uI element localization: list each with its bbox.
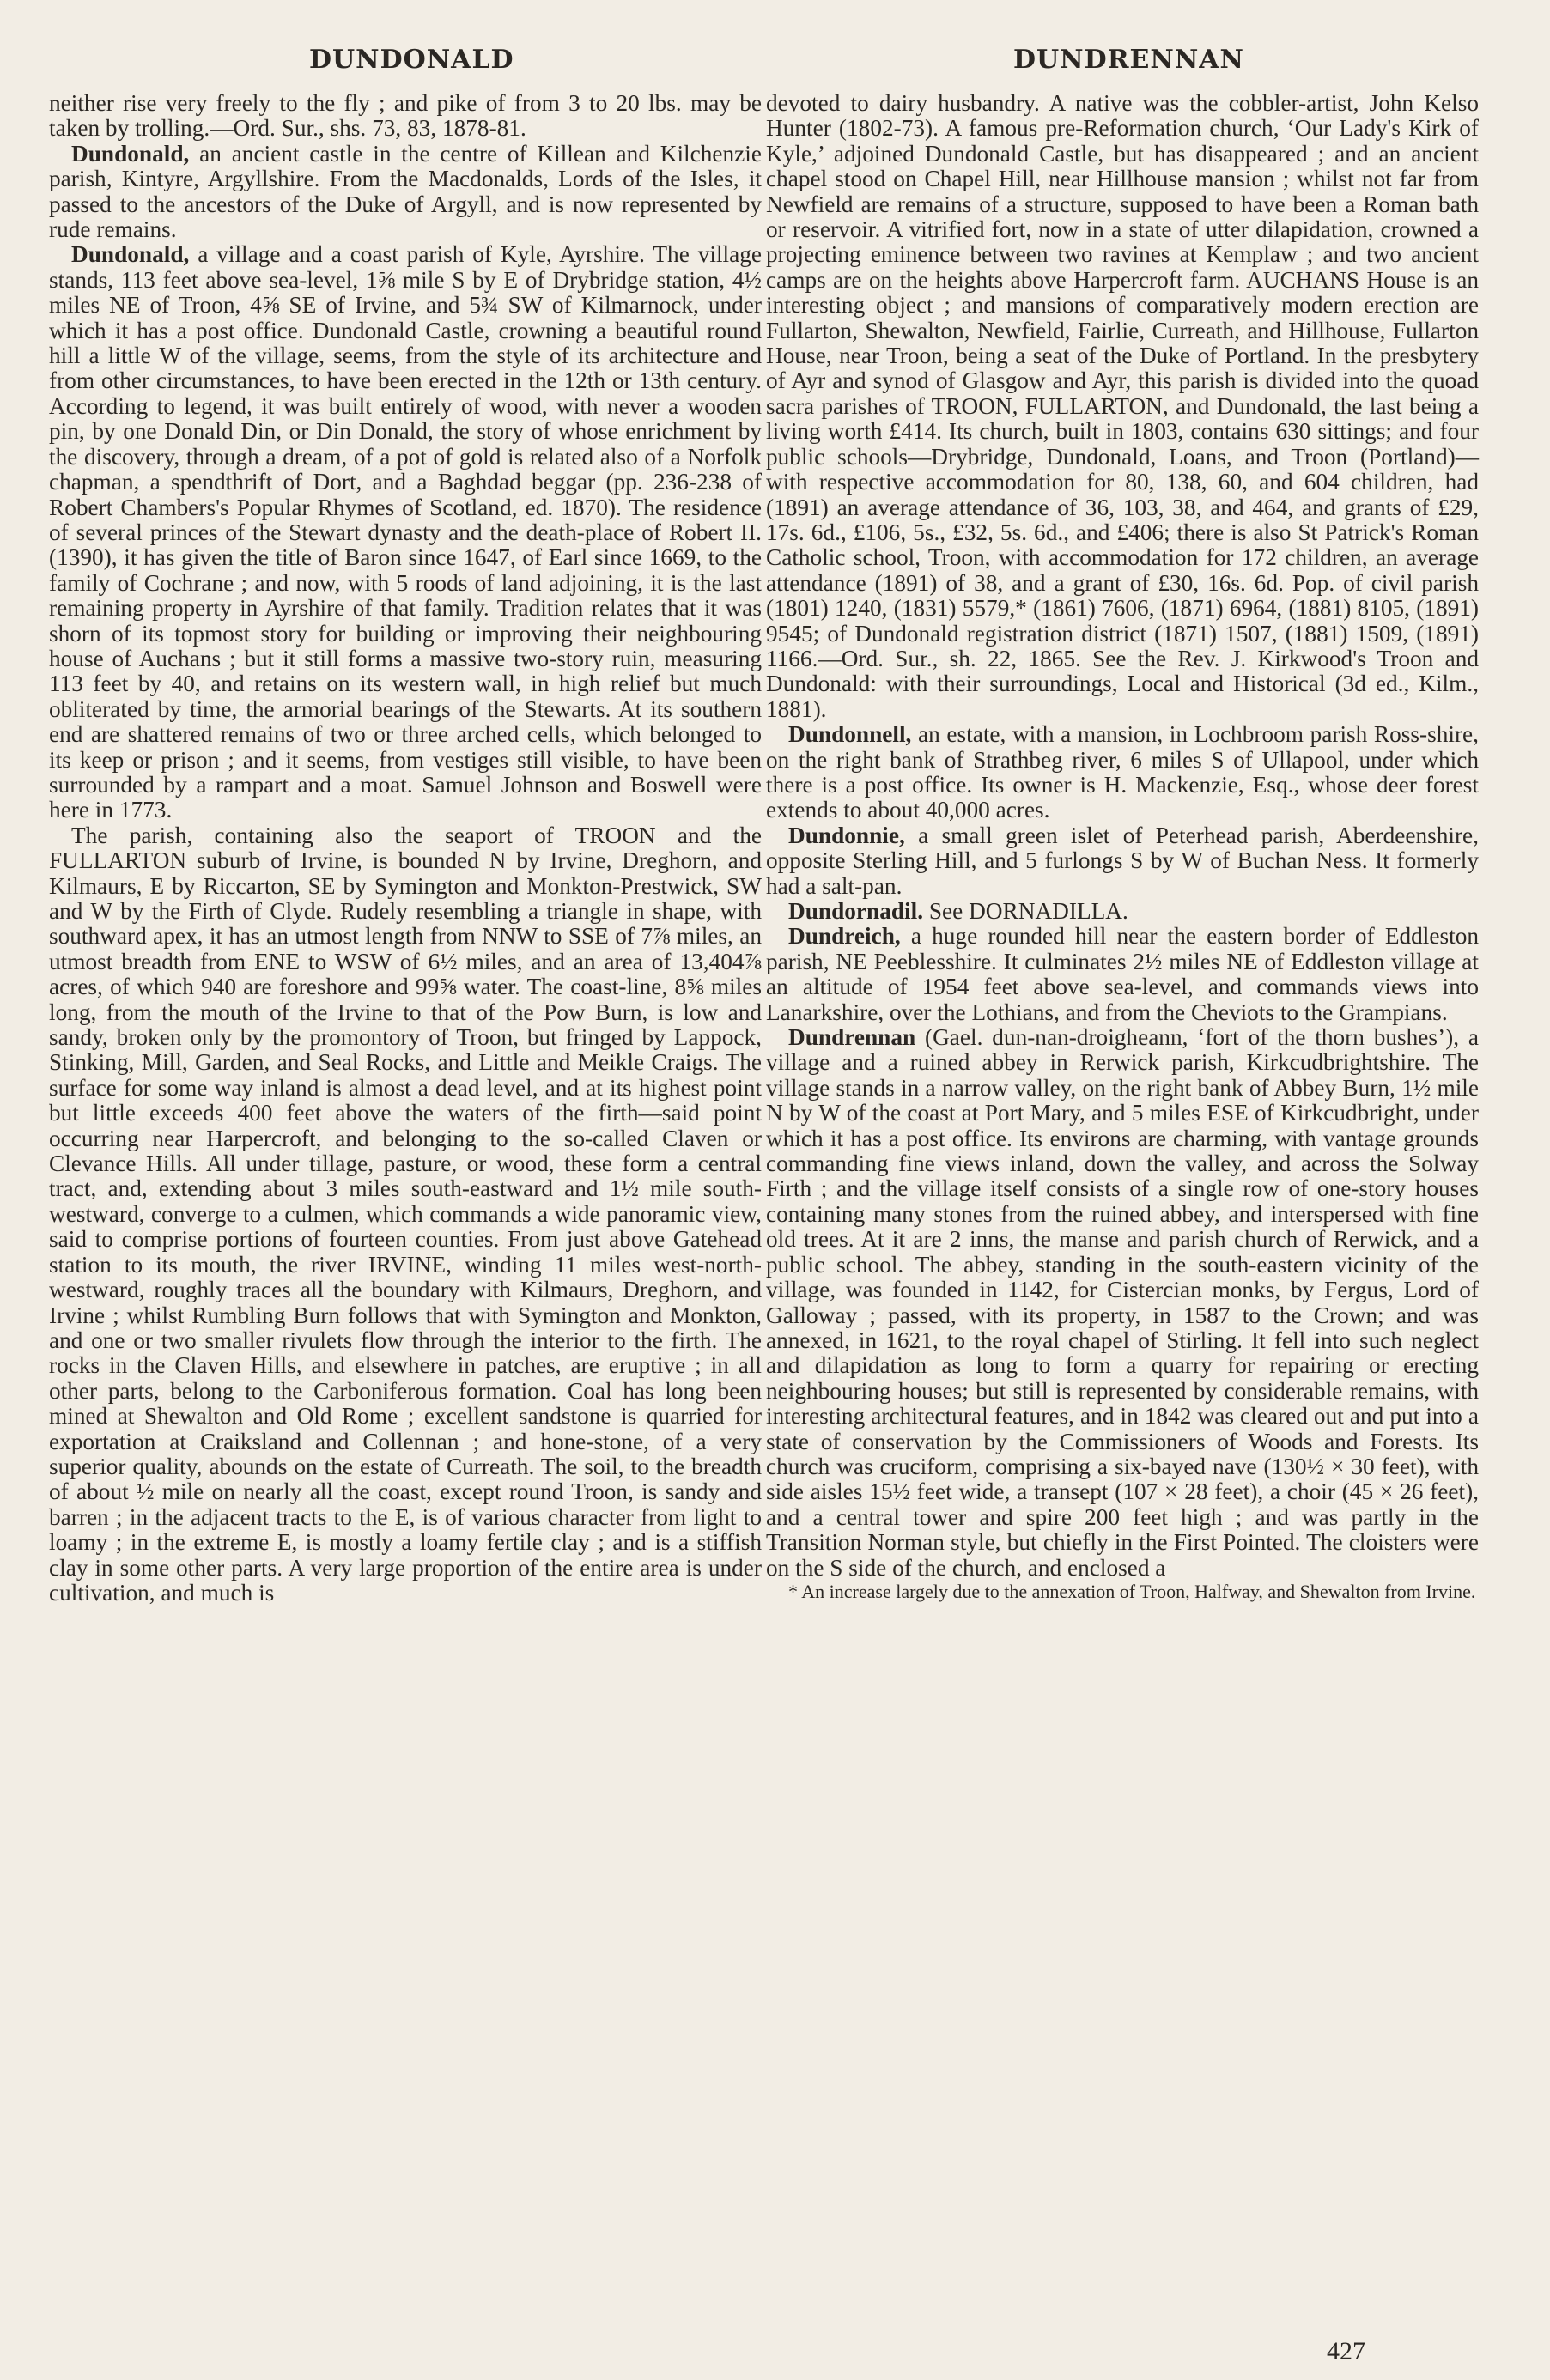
entry-text: an ancient castle in the centre of Killean and Kilchenzie parish, Kintyre, Argyllshire. From the Macdonalds, Lords of the Isles, it passed to the ancestors of the Duke of Argyll, and is now represented by rude remains. bbox=[49, 140, 762, 243]
entry-headword: Dundonnie, bbox=[788, 822, 905, 848]
entry-text: a small green islet of Peterhead parish, Aberdeenshire, opposite Sterling Hill, and 5 furlongs S by W of Buchan Ness. It formerly had a salt-pan. bbox=[766, 822, 1479, 899]
entry-paragraph bbox=[49, 142, 762, 243]
entry-paragraph bbox=[766, 1025, 1479, 1581]
entry-text: an estate, with a mansion, in Lochbroom parish Ross-shire, on the right bank of Strathbeg river, 6 miles S of Ullapool, under which there is a post office. Its owner is H. Mackenzie, Esq., whose deer forest extends to about 40,000 acres. bbox=[766, 721, 1479, 823]
entry-headword: Dundonald, bbox=[71, 140, 190, 167]
right-column bbox=[766, 91, 1479, 1603]
entry-paragraph bbox=[766, 924, 1479, 1025]
entry-headword: Dundonnell, bbox=[788, 721, 912, 748]
entry-text: devoted to dairy husbandry. A native was the cobbler-artist, John Kelso Hunter (1802-73). A famous pre-Reformation church, ‘Our Lady's Kirk of Kyle,’ adjoined Dundonald Castle, but has disappeared ; and an ancient chapel stood on Chapel Hill, near Hillhouse mansion ; whilst not far from Newfield are remains of a structure, supposed to have been a Roman bath or reservoir. A vitrified fort, now in a state of utter dilapidation, crowned a projecting eminence between two ravines at Kemplaw ; and two ancient camps are on the heights above Harpercroft farm. AUCHANS House is an interesting object ; and mansions of comparatively modern erection are Fullarton, Shewalton, Newfield, Fairlie, Curreath, and Hillhouse, Fullarton House, near Troon, being a seat of the Duke of Portland. In the presbytery of Ayr and synod of Glasgow and Ayr, this parish is divided into the quoad sacra parishes of TROON, FULLARTON, and Dundonald, the last being a living worth £414. Its church, built in 1803, contains 630 sittings; and four public schools—Drybridge, Dundonald, Loans, and Troon (Portland)—with respective accommodation for 80, 138, 60, and 604 children, had (1891) an average attendance of 36, 103, 38, and 464, and grants of £29, 17s. 6d., £106, 5s., £32, 5s. 6d., and £406; there is also St Patrick's Roman Catholic school, Troon, with accommodation for 172 children, an average attendance (1891) of 38, and a grant of £30, 16s. 6d. Pop. of civil parish (1801) 1240, (1831) 5579,* (1861) 7606, (1871) 6964, (1881) 8105, (1891) 9545; of Dundonald registration district (1871) 1507, (1881) 1509, (1891) 1166.—Ord. Sur., sh. 22, 1865. See the Rev. J. Kirkwood's Troon and Dundonald: with their surroundings, Local and Historical (3d ed., Kilm., 1881). bbox=[766, 90, 1479, 722]
left-column bbox=[49, 91, 762, 1606]
page-number: 427 bbox=[1327, 2337, 1365, 2365]
entry-text: (Gael. dun-nan-droigheann, ‘fort of the thorn bushes’), a village and a ruined abbey in Rerwick parish, Kirkcudbrightshire. The village stands in a narrow valley, on the right bank of Abbey Burn, 1½ mile N by W of the coast at Port Mary, and 5 miles ESE of Kirkcudbright, under which it has a post office. Its environs are charming, with vantage grounds commanding fine views inland, down the valley, and across the Solway Firth ; and the village itself consists of a single row of one-story houses containing many stones from the ruined abbey, and interspersed with fine old trees. At it are 2 inns, the manse and parish church of Rerwick, and a public school. The abbey, standing in the south-eastern vicinity of the village, was founded in 1142, for Cistercian monks, by Fergus, Lord of Galloway ; passed, with its property, in 1587 to the Crown; and was annexed, in 1621, to the royal chapel of Stirling. It fell into such neglect and dilapidation as long to form a quarry for repairing or erecting neighbouring houses; but still is represented by considerable remains, with interesting architectural features, and in 1842 was cleared out and put into a state of conservation by the Commissioners of Woods and Forests. Its church was cruciform, comprising a six-bayed nave (130½ × 30 feet), with side aisles 15½ feet wide, a transept (107 × 28 feet), a choir (45 × 26 feet), and a central tower and spire 200 feet high ; and was partly in the Transition Norman style, but chiefly in the First Pointed. The cloisters were on the S side of the church, and enclosed a bbox=[766, 1024, 1479, 1581]
entry-text: See DORNADILLA. bbox=[923, 898, 1128, 924]
entry-headword: Dundrennan bbox=[788, 1024, 916, 1051]
running-head-left: DUNDONALD bbox=[309, 45, 514, 75]
entry-paragraph bbox=[766, 91, 1479, 722]
entry-paragraph bbox=[49, 242, 762, 823]
entry-headword: Dundornadil. bbox=[788, 898, 924, 924]
entry-paragraph bbox=[766, 722, 1479, 823]
entry-headword: Dundreich, bbox=[788, 923, 901, 950]
entry-text: a huge rounded hill near the eastern border of Eddleston parish, NE Peeblesshire. It culminates 2½ miles NE of Eddleston village at an altitude of 1954 feet above sea-level, and commands views into Lanarkshire, over the Lothians, and from the Cheviots to the Grampians. bbox=[766, 923, 1479, 1025]
entry-text: a village and a coast parish of Kyle, Ayrshire. The village stands, 113 feet above sea-level, 1⅝ mile S by E of Drybridge station, 4½ miles NE of Troon, 4⅝ SE of Irvine, and 5¾ SW of Kilmarnock, under which it has a post office. Dundonald Castle, crowning a beautiful round hill a little W of the village, seems, from the style of its architecture and from other circumstances, to have been erected in the 12th or 13th century. According to legend, it was built entirely of wood, with never a wooden pin, by one Donald Din, or Din Donald, the story of whose enrichment by the discovery, through a dream, of a pot of gold is related also of a Norfolk chapman, a spendthrift of Dort, and a Baghdad beggar (pp. 236-238 of Robert Chambers's Popular Rhymes of Scotland, ed. 1870). The residence of several princes of the Stewart dynasty and the death-place of Robert II. (1390), it has given the title of Baron since 1647, of Earl since 1669, to the family of Cochrane ; and now, with 5 roods of land adjoining, it is the last remaining property in Ayrshire of that family. Tradition relates that it was shorn of its topmost story for building or improving their neighbouring house of Auchans ; but it still forms a massive two-story ruin, measuring 113 feet by 40, and retains on its western wall, in high relief but much obliterated by time, the armorial bearings of the Stewarts. At its southern end are shattered remains of two or three arched cells, which belonged to its keep or prison ; and it seems, from vestiges still visible, to have been surrounded by a rampart and a moat. Samuel Johnson and Boswell were here in 1773. bbox=[49, 241, 762, 823]
entry-paragraph bbox=[49, 91, 762, 142]
entry-headword: Dundonald, bbox=[71, 241, 190, 268]
entry-text: The parish, containing also the seaport of TROON and the FULLARTON suburb of Irvine, is bounded N by Irvine, Dreghorn, and Kilmaurs, E by Riccarton, SE by Symington and Monkton-Prestwick, SW and W by the Firth of Clyde. Rudely resembling a triangle in shape, with southward apex, it has an utmost length from NNW to SSE of 7⅞ miles, an utmost breadth from ENE to WSW of 6½ miles, and an area of 13,404⅞ acres, of which 940 are foreshore and 99⅝ water. The coast-line, 8⅝ miles long, from the mouth of the Irvine to that of the Pow Burn, is low and sandy, broken only by the promontory of Troon, but fringed by Lappock, Stinking, Mill, Garden, and Seal Rocks, and Little and Meikle Craigs. The surface for some way inland is almost a dead level, and at its highest point but little exceeds 400 feet above the waters of the firth—said point occurring near Harpercroft, and belonging to the so-called Claven or Clevance Hills. All under tillage, pasture, or wood, these form a central tract, and, extending about 3 miles south-eastward and 1½ mile south-westward, converge to a culmen, which commands a wide panoramic view, said to comprise portions of fourteen counties. From just above Gatehead station to its mouth, the river IRVINE, winding 11 miles west-north-westward, roughly traces all the boundary with Kilmaurs, Dreghorn, and Irvine ; whilst Rumbling Burn follows that with Symington and Monkton, and one or two smaller rivulets flow through the interior to the firth. The rocks in the Claven Hills, and elsewhere in patches, are eruptive ; in all other parts, belong to the Carboniferous formation. Coal has long been mined at Shewalton and Old Rome ; excellent sandstone is quarried for exportation at Craiksland and Collennan ; and hone-stone, of a very superior quality, abounds on the estate of Curreath. The soil, to the breadth of about ½ mile on nearly all the coast, except round Troon, is sandy and barren ; in the adjacent tracts to the E, is of various character from light to loamy ; in the extreme E, is mostly a loamy fertile clay ; and is a stiffish clay in some other parts. A very large proportion of the entire area is under cultivation, and much is bbox=[49, 822, 762, 1606]
entry-paragraph bbox=[49, 823, 762, 1606]
entry-text: neither rise very freely to the fly ; and pike of from 3 to 20 lbs. may be taken by trolling.—Ord. Sur., shs. 73, 83, 1878-81. bbox=[49, 90, 762, 142]
footnote: * An increase largely due to the annexation of Troon, Halfway, and Shewalton from Irvine. bbox=[788, 1580, 1476, 1602]
entry-paragraph bbox=[766, 899, 1479, 924]
entry-paragraph bbox=[766, 823, 1479, 899]
running-head-right: DUNDRENNAN bbox=[1013, 45, 1244, 75]
